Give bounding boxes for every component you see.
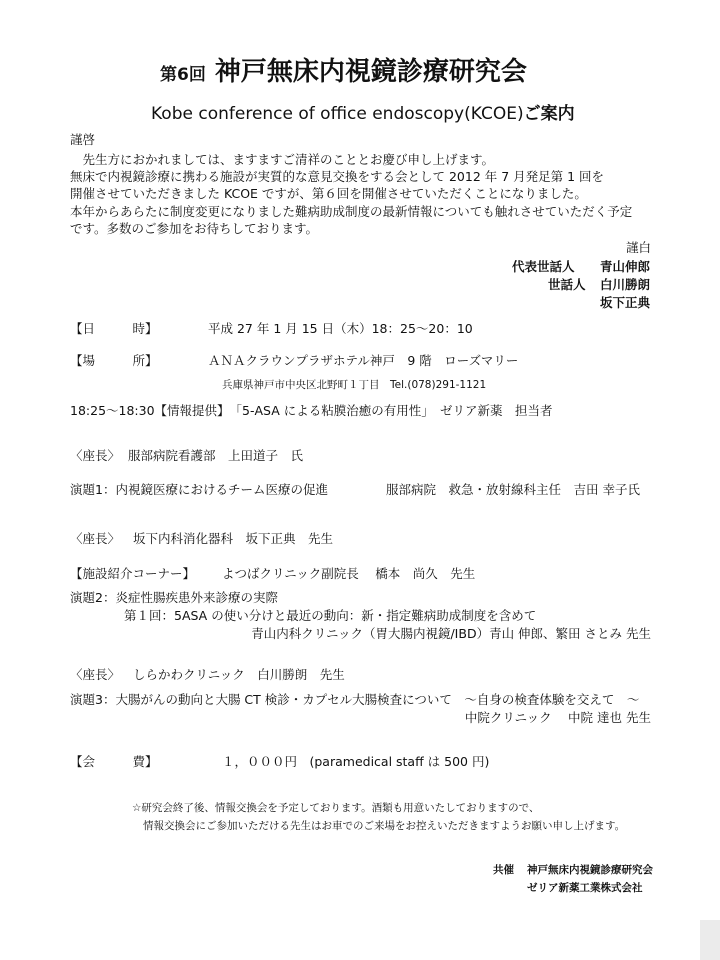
organizer-name: 青山伸郎: [600, 259, 651, 274]
chair-text: 服部病院看護部 上田道子 氏: [128, 448, 304, 463]
organizer-name: 坂下正典: [600, 295, 651, 310]
scrollbar[interactable]: [700, 0, 720, 960]
page-subtitle: [151, 103, 575, 125]
info-session: 18:25〜18:30【情報提供】 「5-ASA による粘膜治癒の有用性」 ゼリア新薬 担当者: [70, 403, 553, 418]
organizer-role: 代表世話人: [512, 259, 575, 274]
subtitle-japanese: ご案内: [523, 104, 575, 124]
date-value: 平成 27 年 1 月 15 日（木）18：25〜20：10: [208, 321, 473, 336]
scrollbar-thumb[interactable]: [700, 920, 720, 960]
letter-line: です。多数のご参加をお待ちしております。: [70, 221, 319, 236]
note-line: ☆研究会終了後、情報交換会を予定しております。酒類も用意いたしておりますので、: [132, 802, 540, 814]
sponsor-label: 共催: [493, 864, 514, 876]
title-prefix: 第6回: [160, 65, 206, 85]
title-main: 神戸無床内視鏡診療研究会: [214, 57, 527, 87]
lecture-title: 演題1：内視鏡医療におけるチーム医療の促進: [70, 482, 328, 497]
lecture-subtitle: 第１回：5ASA の使い分けと最近の動向：新・指定難病助成制度を含めて: [124, 608, 537, 623]
lecture-speaker: 青山内科クリニック（胃大腸内視鏡/IBD）青山 伸郎、繁田 さとみ 先生: [251, 626, 651, 641]
sponsor-org: ゼリア新薬工業株式会社: [527, 882, 643, 894]
note-line: 情報交換会にご参加いただける先生はお車でのご来場をお控えいただきますようお願い申し上げます。: [143, 820, 626, 832]
page-title: [160, 56, 527, 91]
date-label: 【日 時】: [70, 321, 158, 336]
fee-label: 【会 費】: [70, 754, 158, 769]
venue-value: ＡＮＡクラウンプラザホテル神戸 9 階 ローズマリー: [208, 353, 519, 368]
chair-label: 〈座長〉: [70, 448, 121, 463]
organizer-role: 世話人: [548, 277, 586, 292]
chair-text: 坂下内科消化器科 坂下正典 先生: [133, 531, 334, 546]
lecture-title: 演題3：大腸がんの動向と大腸 CT 検診・カプセル大腸検査について 〜自身の検査体験を交えて 〜: [70, 692, 640, 707]
salutation: 謹啓: [70, 132, 96, 147]
closing: 謹白: [625, 240, 651, 255]
lecture-speaker: 中院クリニック 中院 達也 先生: [464, 710, 651, 725]
letter-line: 無床で内視鏡診療に携わる施設が実質的な意見交換をする会として 2012 年 7 月発足第 1 回を: [70, 169, 605, 184]
chair-label: 〈座長〉: [70, 531, 121, 546]
chair-text: しらかわクリニック 白川勝朗 先生: [133, 667, 345, 682]
organizer-name: 白川勝朗: [600, 277, 651, 292]
letter-line: 本年からあらたに制度変更になりました難病助成制度の最新情報についても触れさせていただく予定: [70, 204, 633, 219]
venue-label: 【場 所】: [70, 353, 158, 368]
facility-label: 【施設紹介コーナー】: [70, 566, 196, 581]
sponsor-org: 神戸無床内視鏡診療研究会: [527, 864, 653, 876]
facility-text: よつばクリニック副院長 橋本 尚久 先生: [222, 566, 476, 581]
lecture-speaker: 服部病院 救急・放射線科主任 吉田 幸子氏: [386, 482, 640, 497]
fee-value: １，０００円 (paramedical staff は 500 円): [222, 754, 490, 769]
lecture-title: 演題2：炎症性腸疾患外来診療の実際: [70, 590, 278, 605]
chair-label: 〈座長〉: [70, 667, 121, 682]
letter-line: 開催させていただきました KCOE ですが、第６回を開催させていただくことになりました。: [70, 186, 587, 201]
letter-line: 先生方におかれましては、ますますご清祥のこととお慶び申し上げます。: [70, 152, 495, 167]
venue-address: 兵庫県神戸市中央区北野町１丁目 Tel.(078)291-1121: [222, 379, 487, 391]
subtitle-english: Kobe conference of office endoscopy(KCOE): [151, 104, 524, 124]
